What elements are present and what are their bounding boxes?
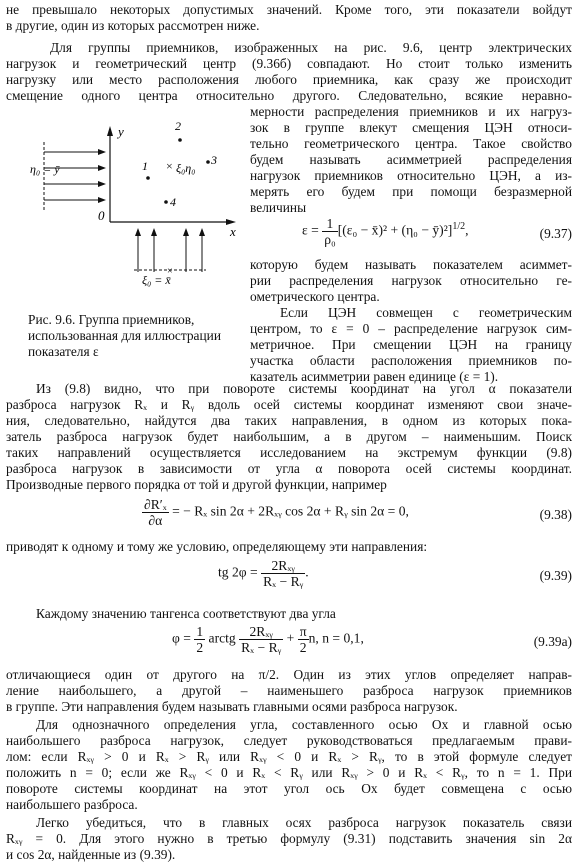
center-label: ξ₀η₀: [176, 161, 196, 175]
figure-9-6: [30, 112, 245, 287]
origin-label: 0: [98, 208, 105, 223]
text-line: Если ЦЭН совмещен с геометрическим: [280, 305, 572, 320]
text-line: Для однозначного определения угла, составленного осью Ox и главной осью: [36, 717, 572, 732]
text-line: наибольшего разброса.: [6, 797, 138, 812]
text-line: положить n = 0; если же Rₓᵧ < 0 и Rₓ < Rᵧ или Rₓᵧ > 0 и Rₓ < Rᵧ, то n = 1. При: [6, 765, 572, 780]
text-line: нагрузку или место расположения любого приемника, как сразу же происходит: [6, 72, 572, 87]
svg-text:2: 2: [175, 119, 181, 133]
xi-label: ξ₀ = x̄: [142, 273, 171, 287]
text-line: зок в группе влекут смещения ЦЭН относи-: [250, 120, 572, 135]
svg-text:3: 3: [211, 153, 217, 167]
text-line: ление наибольшего, а другой – наименьшего разброса нагрузок приемников: [6, 683, 572, 698]
x-axis-label: x: [230, 224, 236, 239]
formula-9-39a: φ = $\frac{1}{2}$ arctg $\frac{\text{2Rₓᵧ}}{\text{Rₓ − Rᵧ}}$ + $\frac{\pi}{2}$ n, n = 0,1,: [172, 624, 364, 655]
text-line: участка области расположения приемников по-: [250, 353, 572, 368]
text-line: нагрузок приемников относительно ЦЭН, а из-: [250, 168, 572, 183]
text-line: приводят к одному и тому же условию, определяющему эти направления:: [6, 539, 428, 554]
text-line: Каждому значению тангенса соответствуют два угла: [36, 606, 336, 621]
text-line: повороте системы координат на этот угол ось Ox будет совмещена с осью: [6, 781, 572, 796]
formula-9-37: ε = $\frac{1}{\text{ρ₀}}$ [(ε₀ − x̄)² + (η₀ − ȳ)²]$^{1/2}$,: [302, 216, 469, 247]
text-line: Производные первого порядка от той и другой функции, например: [6, 477, 387, 492]
text-line: Rₓᵧ = 0. Для этого нужно в третью формулу (9.31) подставить значения sin 2α: [6, 831, 572, 846]
text-line: лом: если Rₓᵧ > 0 и Rₓ > Rᵧ или Rₓᵧ < 0 и Rₓ > Rᵧ, то в этой формуле следует: [6, 749, 572, 764]
point-1: [146, 176, 150, 180]
text-line: отличающиеся один от другого на π/2. Один из этих углов определяет направ-: [6, 667, 572, 682]
equation-number: (9.39а): [533, 634, 572, 649]
text-line: Из (9.8) видно, что при повороте системы координат на угол α показатели: [36, 381, 572, 396]
text-line: в группе. Эти направления будем называть главными осями разброса нагрузок.: [6, 699, 458, 714]
text-line: не превышало некоторых допустимых значений. Кроме того, эти показатели войдут: [6, 2, 572, 17]
text-line: Для группы приемников, изображенных на рис. 9.6, центр электрических: [50, 40, 572, 55]
svg-text:1: 1: [142, 159, 148, 173]
text-line: центром, то ε = 0 – распределение нагрузок сим-: [250, 321, 572, 336]
eta-label: η₀ = ȳ: [30, 162, 60, 176]
text-line: разброса нагрузок в зависимости от угла α поворота осей системы координат.: [6, 461, 572, 476]
center-marker: ×: [166, 159, 173, 173]
formula-9-38: $\frac{\text{∂R′ₓ}}{\partial\alpha}$ = − Rₓ sin 2α + 2Rₓᵧ cos 2α + Rᵧ sin 2α = 0,: [144, 497, 409, 528]
text-line: мерять его будем при помощи безразмерной: [250, 184, 572, 199]
text-line: тельно геометрического центра. Такое свойство: [250, 136, 572, 151]
text-line: таких направлений осуществляется исследованием на экстремум функции (9.8): [6, 445, 572, 460]
text-line: ния, следовательно, найдутся два таких направления, в одном из которых пока-: [6, 413, 572, 428]
text-line: смещение одного центра относительно другого. Следовательно, всякие неравно-: [6, 88, 572, 103]
svg-text:×: ×: [167, 266, 173, 277]
text-line: разброса нагрузок Rₓ и Rᵧ вдоль осей системы координат изменяют свои значе-: [6, 397, 572, 412]
text-line: рии распределения нагрузок относительно ге-: [250, 273, 572, 288]
point-3: [206, 160, 210, 164]
text-line: казатель асимметрии равен единице (ε = 1).: [250, 369, 499, 384]
text-line: затель разброса нагрузок будет наибольшим, а в другом – наименьшим. Поиск: [6, 429, 572, 444]
y-axis-label: y: [118, 124, 124, 139]
text-line: будем называть асимметрией распределения: [250, 152, 572, 167]
equation-number: (9.39): [539, 568, 572, 583]
svg-text:4: 4: [170, 195, 176, 209]
text-line: мерности распределения приемников и их нагруз-: [250, 104, 572, 119]
point-2: [178, 138, 182, 142]
text-line: метричное. При смещении ЦЭН на границу: [250, 337, 572, 352]
formula-9-39: tg 2φ = $\frac{\text{2Rₓᵧ}}{\text{Rₓ − Rᵧ}}$ .: [218, 558, 309, 589]
equation-number: (9.37): [539, 226, 572, 241]
text-line: ометрического центра.: [250, 289, 380, 304]
text-line: в другие, один из которых рассмотрен ниже.: [6, 18, 260, 33]
figure-caption: Рис. 9.6. Группа приемников, использованная для иллюстрации показателя ε: [28, 312, 221, 359]
point-4: [164, 200, 168, 204]
text-line: которую будем называть показателем асиммет-: [250, 257, 572, 272]
text-line: Легко убедиться, что в главных осях разброса нагрузок показатель связи: [36, 815, 572, 830]
text-line: нагрузок и геометрический центр (9.36б) совпадают. Но стоит только изменить: [6, 56, 572, 71]
text-line: наибольшего разброса нагрузок, следует руководствоваться предлагаемым прави-: [6, 733, 572, 748]
text-line: величины: [250, 200, 307, 215]
equation-number: (9.38): [539, 507, 572, 522]
text-line: и cos 2α, найденные из (9.39).: [6, 847, 176, 862]
